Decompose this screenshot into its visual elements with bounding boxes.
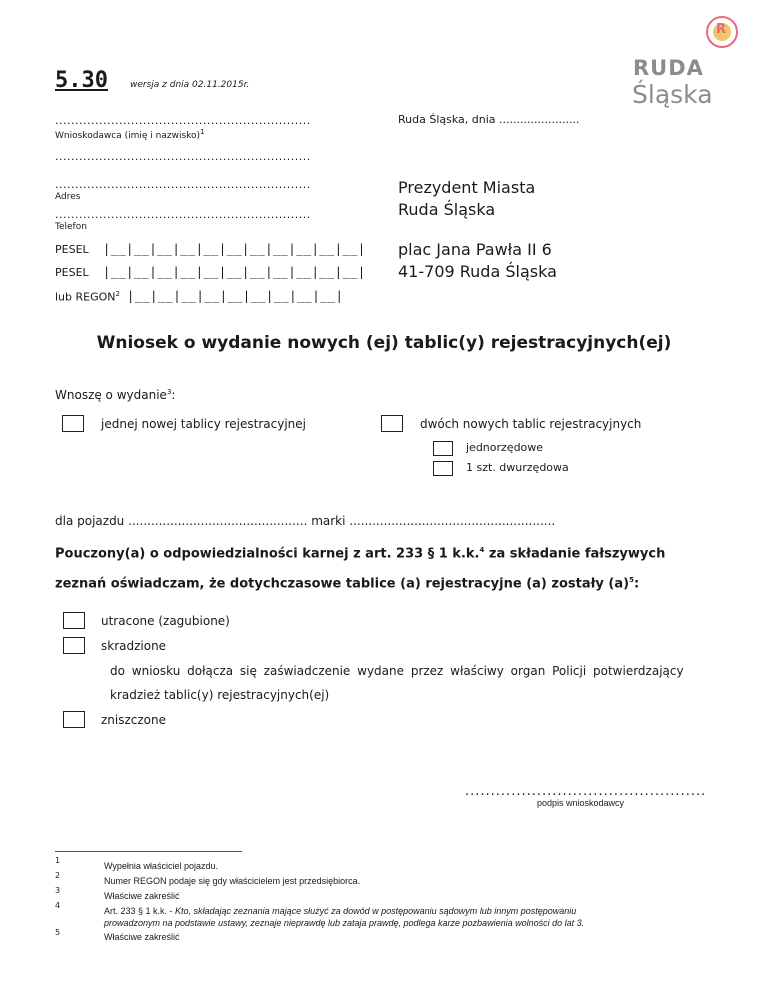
footnote-3-text: Właściwe zakreślić <box>104 891 180 901</box>
addressee-line-1: Prezydent Miasta <box>398 178 536 197</box>
statement-line-2: zeznań oświadczam, że dotychczasowe tablice (a) rejestracyjne (a) zostały $(a)^5$: <box>55 576 640 592</box>
regon-label: lub REGON$^2$ <box>55 290 120 304</box>
regon-input[interactable]: |__|__|__|__|__|__|__|__|__| <box>127 289 344 303</box>
single-row-label: jednorzędowe <box>466 441 544 454</box>
pesel-input-1[interactable]: |__|__|__|__|__|__|__|__|__|__|__| <box>103 242 366 256</box>
version-date: wersja z dnia 02.11.2015r. <box>130 80 250 90</box>
destroyed-label: zniszczone <box>101 713 167 727</box>
stolen-label: skradzione <box>101 639 167 653</box>
footnote-5-text: Właściwe zakreślić <box>104 932 180 942</box>
option-one-plate-label: jednej nowej tablicy rejestracyjnej <box>101 417 306 431</box>
addressee-line-2: Ruda Śląska <box>398 200 496 219</box>
footnote-2-number: 2 <box>55 871 61 880</box>
destroyed-checkbox[interactable] <box>63 711 85 728</box>
footnote-4-number: 4 <box>55 901 61 910</box>
phone-label: Telefon <box>55 222 87 232</box>
footnote-2-text: Numer REGON podaje się gdy właścicielem jest przedsiębiorca. <box>104 876 361 886</box>
applicant-name-field[interactable]: ................................................................ <box>55 114 311 127</box>
page-title: Wniosek o wydanie nowych (ej) tablic(y) rejestracyjnych(ej) <box>96 333 672 353</box>
option-two-plates-label: dwóch nowych tablic rejestracyjnych <box>420 417 642 431</box>
addressee-line-3: plac Jana Pawła II 6 <box>398 240 552 259</box>
lost-label: utracone (zagubione) <box>101 614 230 628</box>
city-logo-icon <box>706 16 738 48</box>
lost-checkbox[interactable] <box>63 612 85 629</box>
signature-label: podpis wnioskodawcy <box>537 798 625 808</box>
footnote-divider <box>55 851 242 852</box>
footnote-4-text-continued: prowadzonym na podstawie ustawy, zeznaje nieprawdę lub zataja prawdę, podlega karze pozbawienia wolności do lat 3. <box>104 918 585 928</box>
logo-letter-r-icon: R <box>716 22 727 37</box>
footnote-5-number: 5 <box>55 928 61 937</box>
option-one-plate-checkbox[interactable] <box>62 415 84 432</box>
statement-line-1: Pouczony(a) o odpowiedzialności karnej z art. 233 § 1 k.k.$^4$ za składanie fałszywych <box>55 546 666 562</box>
police-note-line-2: kradzież tablic(y) rejestracyjnych(ej) <box>110 688 330 702</box>
address-line-1-field[interactable]: ................................................................ <box>55 150 311 163</box>
applicant-name-label: Wnioskodawca (imię i nazwisko)$^1$ <box>55 128 205 141</box>
logo-ruda-text: RUDA <box>633 56 704 80</box>
pesel-label-2: PESEL <box>55 266 89 279</box>
double-row-label: 1 szt. dwurzędowa <box>466 461 569 474</box>
logo-slaska-text: Śląska <box>632 80 713 109</box>
pesel-label-1: PESEL <box>55 243 89 256</box>
addressee-line-4: 41-709 Ruda Śląska <box>398 262 557 281</box>
request-label: Wnoszę o wydanie$^3$: <box>55 388 176 402</box>
single-row-checkbox[interactable] <box>433 441 453 456</box>
footnote-1-text: Wypełnia właściciel pojazdu. <box>104 861 218 871</box>
footnote-3-number: 3 <box>55 886 61 895</box>
form-number: 5.30 <box>55 68 108 93</box>
signature-field[interactable]: ............................................... <box>465 784 707 799</box>
address-label: Adres <box>55 192 81 202</box>
footnote-1-number: 1 <box>55 856 61 865</box>
phone-field[interactable]: ................................................................ <box>55 208 311 221</box>
address-line-2-field[interactable]: ................................................................ <box>55 178 311 191</box>
pesel-input-2[interactable]: |__|__|__|__|__|__|__|__|__|__|__| <box>103 265 366 279</box>
place-date-field[interactable]: Ruda Śląska, dnia ....................... <box>398 113 580 126</box>
police-note-line-1: do wniosku dołącza się zaświadczenie wydane przez właściwy organ Policji potwierdzający <box>110 664 684 678</box>
vehicle-make-field[interactable]: dla pojazdu ............................................... marki ...................................................... <box>55 514 556 528</box>
option-two-plates-checkbox[interactable] <box>381 415 403 432</box>
stolen-checkbox[interactable] <box>63 637 85 654</box>
double-row-checkbox[interactable] <box>433 461 453 476</box>
footnote-4-text: Art. 233 § 1 k.k. - Kto, składając zeznania mające służyć za dowód w postępowaniu sądowym lub innym postępowaniu <box>104 906 577 916</box>
